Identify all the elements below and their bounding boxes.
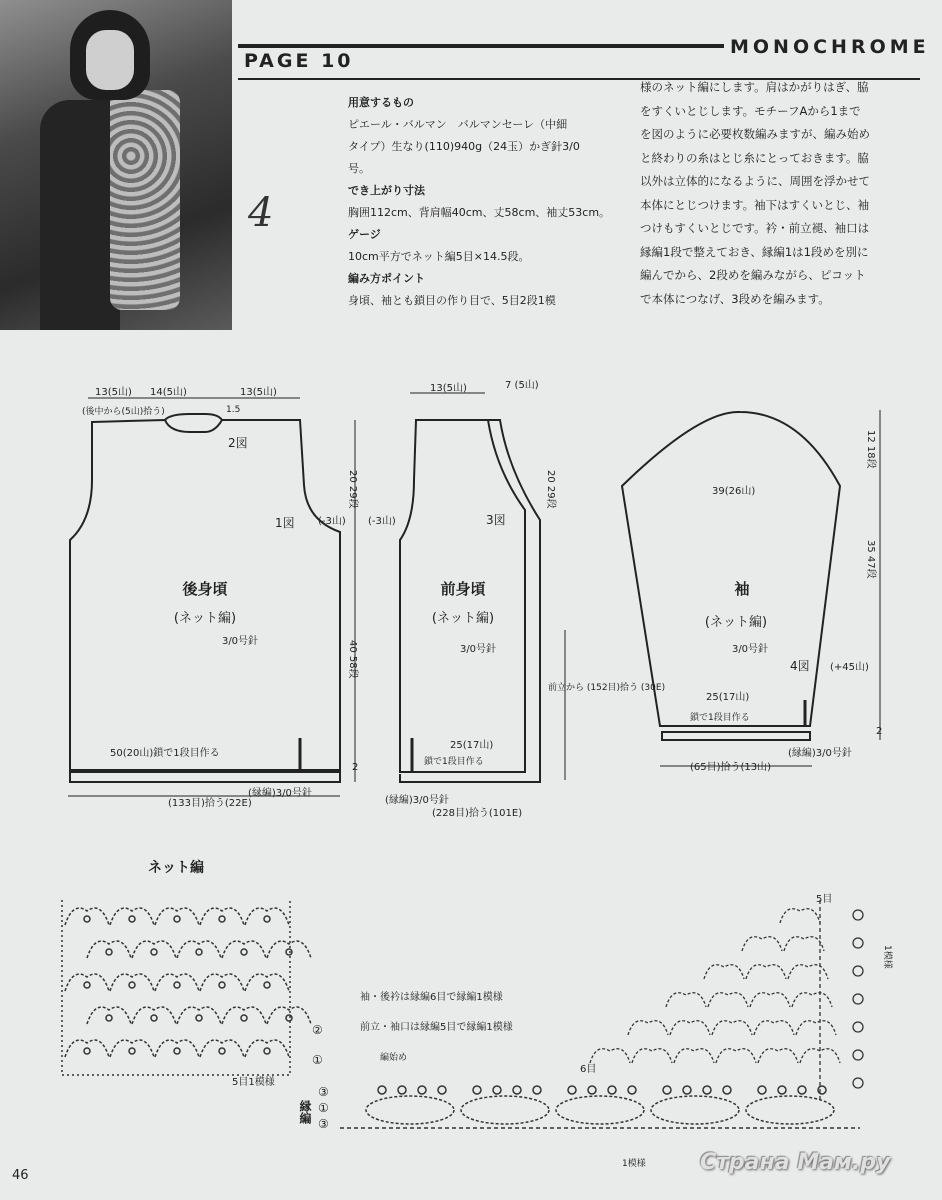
border-stitch-chart bbox=[340, 1086, 860, 1128]
net-picot bbox=[264, 982, 270, 988]
back-dim-armhole: 20 29段 bbox=[347, 470, 358, 509]
net-picot bbox=[196, 949, 202, 955]
instructions-line: と終わりの糸はとじ糸にとっておきます。脇 bbox=[640, 150, 869, 165]
corner-picot bbox=[853, 910, 863, 920]
border-picot bbox=[418, 1086, 426, 1094]
border-picot bbox=[533, 1086, 541, 1094]
border-picot bbox=[758, 1086, 766, 1094]
back-neck-band bbox=[165, 414, 222, 420]
sleeve-outline bbox=[622, 412, 840, 726]
instructions-line: 縁編1段で整えておき、縁編1は1段めを別に bbox=[640, 244, 869, 259]
sleeve-dim-cap: 12 18段 bbox=[865, 430, 876, 469]
net-picot bbox=[151, 949, 157, 955]
sleeve-title: 袖 bbox=[734, 580, 750, 598]
sleeve-needle: 3/0号針 bbox=[731, 644, 769, 655]
net-picot bbox=[241, 1015, 247, 1021]
net-picot bbox=[264, 1048, 270, 1054]
border-5st: 5目 bbox=[816, 894, 833, 905]
net-picot bbox=[219, 916, 225, 922]
back-border bbox=[70, 772, 340, 782]
back-part: 1図 bbox=[275, 516, 295, 530]
back-dim-border: 2 bbox=[352, 762, 359, 773]
corner-loop bbox=[784, 937, 824, 951]
border-6st: 6目 bbox=[580, 1064, 597, 1075]
net-picot bbox=[84, 982, 90, 988]
back-needle: 3/0号針 bbox=[221, 636, 259, 647]
sleeve-border bbox=[662, 732, 810, 740]
back-dim-bottom: 50(20山)鎖で1段目作る bbox=[110, 748, 220, 759]
back-dim-5: 1.5 bbox=[226, 405, 241, 415]
front-body-schematic bbox=[400, 420, 540, 782]
border-picot bbox=[438, 1086, 446, 1094]
corner-loop bbox=[780, 909, 820, 923]
net-row-1: ① bbox=[312, 1053, 323, 1067]
net-picot bbox=[151, 1015, 157, 1021]
instructions-line: つけもすくいとじです。衿・前立褪、袖口は bbox=[640, 221, 870, 235]
sleeve-pickup: (65目)拾う(13山) bbox=[690, 762, 772, 773]
back-title: 後身頃 bbox=[182, 580, 228, 598]
front-chain: 鎖で1段目作る bbox=[424, 757, 484, 767]
back-dim-4: (後中から(5山)拾う) bbox=[82, 407, 165, 417]
net-picot bbox=[174, 1048, 180, 1054]
instructions-line: 以外は立体的になるように、周囲を浮かせて bbox=[640, 174, 870, 188]
corner-loop bbox=[746, 965, 786, 979]
front-band-pickup: 前立から (152目)拾う (30E) bbox=[548, 683, 666, 693]
sleeve-dim-width: 39(26山) bbox=[712, 486, 756, 497]
corner-loop bbox=[742, 937, 782, 951]
edge-repeat: 1模様 bbox=[882, 945, 892, 969]
corner-picot bbox=[853, 966, 863, 976]
corner-loop bbox=[796, 1021, 836, 1035]
materials-line: ピエール・バルマン バルマンセーレ（中細 bbox=[348, 118, 568, 131]
back-dim-1: 13(5山) bbox=[95, 387, 132, 398]
page-number: 46 bbox=[12, 1168, 29, 1183]
front-dim-2: 7 (5山) bbox=[505, 380, 539, 391]
magazine-title: MONOCHROME bbox=[724, 36, 930, 58]
back-body-schematic bbox=[70, 414, 340, 782]
net-picot bbox=[129, 982, 135, 988]
net-repeat: 5目1模様 bbox=[232, 1077, 275, 1088]
border-note-1: 袖・後衿は縁編6目で縁編1模様 bbox=[360, 992, 503, 1003]
corner-loop bbox=[754, 1021, 794, 1035]
sleeve-dim-border: 2 bbox=[876, 726, 883, 737]
corner-stitch-chart bbox=[590, 900, 863, 1100]
net-picot bbox=[84, 1048, 90, 1054]
watermark: Страна Мам.ру bbox=[700, 1150, 891, 1175]
net-picot bbox=[286, 1015, 292, 1021]
front-title: 前身頃 bbox=[440, 580, 486, 598]
pattern-number: 4 bbox=[248, 190, 274, 236]
border-repeat: 1模様 bbox=[622, 1159, 646, 1169]
corner-loop bbox=[590, 1049, 630, 1063]
instructions-line: 様のネット編にします。肩はかがりはぎ、脇 bbox=[640, 80, 869, 94]
net-picot bbox=[219, 1048, 225, 1054]
border-picot bbox=[723, 1086, 731, 1094]
instructions-line: 編んでから、2段めを編みながら、ピコット bbox=[640, 268, 866, 282]
border-scallop bbox=[651, 1096, 739, 1124]
sleeve-dim-length: 35 47段 bbox=[865, 540, 876, 579]
instructions-line: を図のように必要枚数編みますが、編み始め bbox=[640, 127, 870, 141]
border-picot bbox=[493, 1086, 501, 1094]
border-scallop bbox=[461, 1096, 549, 1124]
corner-loop bbox=[666, 993, 706, 1007]
materials-line: タイプ）生なり(110)940g（24玉）かぎ針3/0 bbox=[348, 140, 580, 153]
border-picot bbox=[663, 1086, 671, 1094]
corner-picot bbox=[853, 938, 863, 948]
border-picot bbox=[818, 1086, 826, 1094]
corner-loop bbox=[716, 1049, 756, 1063]
sleeve-dim-bottom: 25(17山) bbox=[706, 692, 750, 703]
border-label: 縁編 bbox=[298, 1100, 312, 1124]
corner-loop bbox=[674, 1049, 714, 1063]
border-picot bbox=[703, 1086, 711, 1094]
front-dim-dec: (-3山) bbox=[368, 516, 396, 527]
back-dim-dec: (-3山) bbox=[318, 516, 346, 527]
border-picot bbox=[628, 1086, 636, 1094]
net-row-2: ② bbox=[312, 1023, 323, 1037]
materials-line: でき上がり寸法 bbox=[348, 184, 425, 197]
net-picot bbox=[129, 916, 135, 922]
net-picot bbox=[264, 916, 270, 922]
corner-loop bbox=[750, 993, 790, 1007]
net-picot bbox=[286, 949, 292, 955]
border-picot bbox=[778, 1086, 786, 1094]
border-row-bot: ③ bbox=[318, 1117, 329, 1131]
border-note-2: 前立・袖口は縁編5目で縁編1模様 bbox=[360, 1022, 513, 1033]
materials-line: ゲージ bbox=[348, 228, 381, 241]
front-dim-1: 13(5山) bbox=[430, 383, 467, 394]
front-dim-armhole: 20 29段 bbox=[545, 470, 556, 509]
border-picot bbox=[513, 1086, 521, 1094]
front-pickup: (228目)拾う(101E) bbox=[432, 808, 523, 819]
border-scallop bbox=[746, 1096, 834, 1124]
border-picot bbox=[398, 1086, 406, 1094]
front-stitch: (ネット編) bbox=[431, 611, 495, 626]
corner-picot bbox=[853, 1022, 863, 1032]
instructions-line: 本体にとじつけます。袖下はすくいとじ、袖 bbox=[640, 197, 870, 212]
corner-loop bbox=[758, 1049, 798, 1063]
corner-loop bbox=[788, 965, 828, 979]
back-dim-2: 14(5山) bbox=[150, 387, 187, 398]
border-picot bbox=[378, 1086, 386, 1094]
corner-picot bbox=[853, 994, 863, 1004]
net-stitch-chart bbox=[62, 900, 311, 1075]
border-row-mid: ① bbox=[318, 1101, 329, 1115]
materials-line: 編み方ポイント bbox=[348, 272, 425, 285]
border-picot bbox=[588, 1086, 596, 1094]
back-dim-3: 13(5山) bbox=[240, 387, 277, 398]
border-picot bbox=[798, 1086, 806, 1094]
border-picot bbox=[473, 1086, 481, 1094]
net-picot bbox=[174, 982, 180, 988]
front-band bbox=[400, 420, 540, 782]
net-chart-title: ネット編 bbox=[148, 860, 204, 876]
net-picot bbox=[106, 1015, 112, 1021]
back-stitch: (ネット編) bbox=[173, 611, 237, 626]
front-part: 3図 bbox=[486, 513, 506, 527]
front-dim-bottom: 25(17山) bbox=[450, 740, 494, 751]
corner-loop bbox=[792, 993, 832, 1007]
corner-picot bbox=[853, 1050, 863, 1060]
border-start: 編始め bbox=[380, 1053, 408, 1063]
back-pickup: (133目)拾う(22E) bbox=[168, 798, 252, 809]
materials-line: 10cm平方でネット編5目×14.5段。 bbox=[348, 250, 530, 263]
border-scallop bbox=[366, 1096, 454, 1124]
corner-loop bbox=[704, 965, 744, 979]
border-picot bbox=[683, 1086, 691, 1094]
border-picot bbox=[608, 1086, 616, 1094]
corner-picot bbox=[853, 1078, 863, 1088]
border-picot bbox=[568, 1086, 576, 1094]
sleeve-schematic bbox=[622, 412, 840, 740]
corner-loop bbox=[708, 993, 748, 1007]
instructions-line: をすくいとじします。モチーフAから1まで bbox=[640, 103, 861, 118]
page-label: PAGE 10 bbox=[244, 50, 354, 72]
net-picot bbox=[219, 982, 225, 988]
sleeve-chain: 鎖で1段目作る bbox=[690, 713, 750, 723]
materials-line: 号。 bbox=[348, 162, 370, 175]
border-scallop bbox=[556, 1096, 644, 1124]
sleeve-border-label: (縁編)3/0号針 bbox=[788, 748, 852, 759]
instructions-line: で本体につなげ、3段めを編みます。 bbox=[640, 291, 830, 306]
front-border-label: (縁編)3/0号針 bbox=[385, 795, 449, 806]
net-picot bbox=[174, 916, 180, 922]
corner-loop bbox=[632, 1049, 672, 1063]
net-picot bbox=[129, 1048, 135, 1054]
materials-line: 身頃、袖とも鎖目の作り目で、5目2段1模 bbox=[348, 294, 556, 307]
corner-loop bbox=[712, 1021, 752, 1035]
sleeve-stitch: (ネット編) bbox=[704, 615, 768, 630]
corner-loop bbox=[628, 1021, 668, 1035]
materials-line: 胸囲112cm、背肩幅40cm、丈58cm、袖丈53cm。 bbox=[348, 206, 611, 219]
materials-line: 用意するもの bbox=[348, 96, 414, 109]
back-border-label: (縁編)3/0号針 bbox=[248, 788, 312, 799]
net-picot bbox=[106, 949, 112, 955]
net-picot bbox=[84, 916, 90, 922]
net-picot bbox=[241, 949, 247, 955]
back-part-2: 2図 bbox=[228, 436, 248, 450]
corner-loop bbox=[670, 1021, 710, 1035]
front-needle: 3/0号針 bbox=[459, 644, 497, 655]
sleeve-dim-inc: (+45山) bbox=[830, 662, 869, 673]
sleeve-part: 4図 bbox=[790, 659, 810, 673]
net-picot bbox=[196, 1015, 202, 1021]
border-row-top: ③ bbox=[318, 1085, 329, 1099]
back-dim-length: 40 58段 bbox=[347, 640, 358, 679]
